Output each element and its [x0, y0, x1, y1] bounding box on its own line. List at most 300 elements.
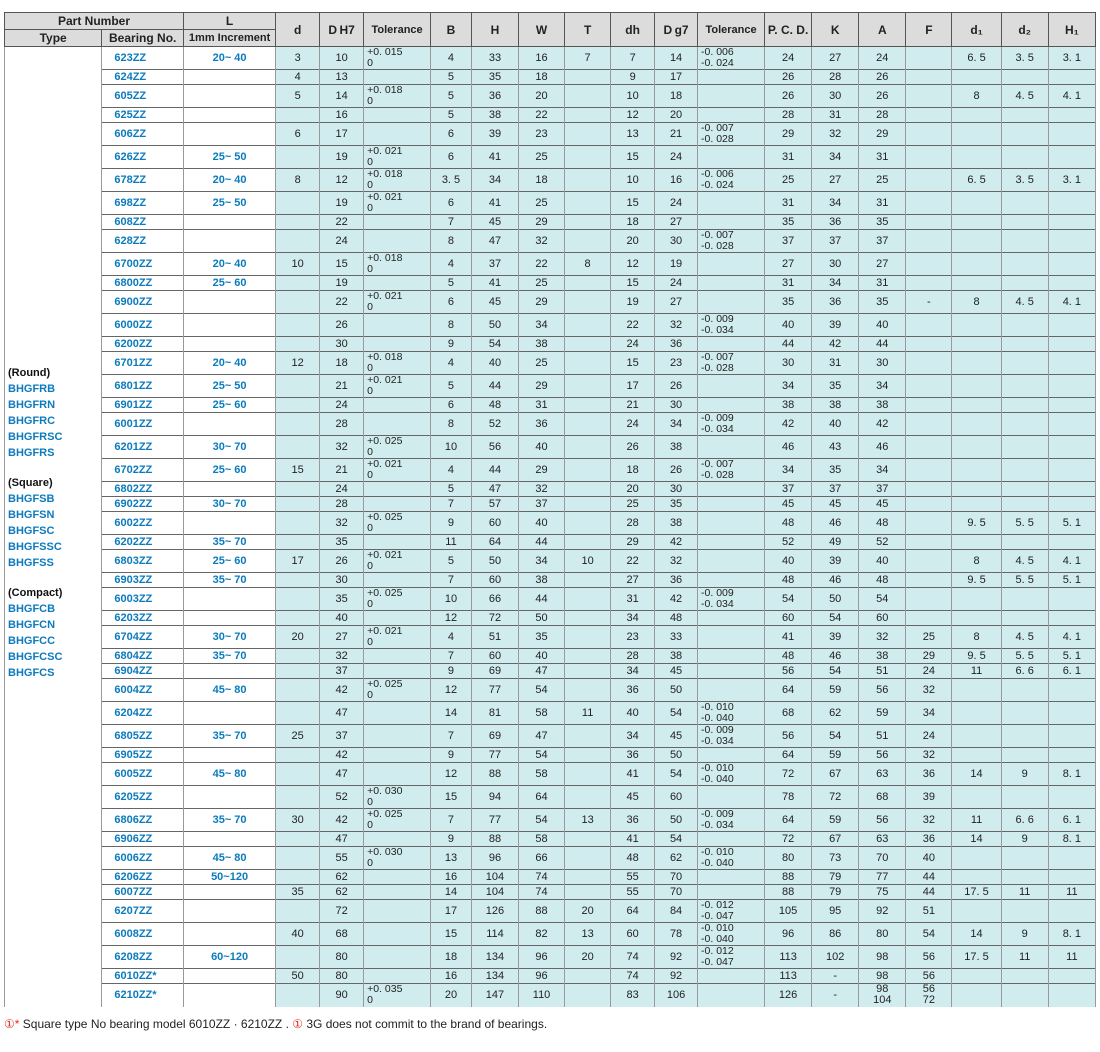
f-cell: 51 [906, 900, 952, 923]
table-row [5, 108, 1096, 123]
f-cell [906, 459, 952, 482]
d2-cell [1001, 786, 1048, 809]
b-cell: 5 [431, 70, 472, 85]
bearing-no-cell[interactable]: 6801ZZ [102, 375, 184, 398]
tolerance-cell [698, 626, 765, 649]
tolerance-cell [698, 482, 765, 497]
cell-line: -0. 010 [701, 922, 734, 934]
dh-cell: 12 [611, 108, 655, 123]
a-header: A [859, 13, 906, 47]
bearing-no-cell[interactable]: 6204ZZ [102, 702, 184, 725]
length-range-cell: 50~120 [184, 870, 276, 885]
tolerance-cell [698, 786, 765, 809]
d-cell: 47 [320, 832, 364, 847]
f-cell: 24 [906, 664, 952, 679]
f-cell [906, 512, 952, 535]
h-cell: 45 [471, 215, 518, 230]
type-code-bhgfss[interactable]: BHGFSS [8, 557, 54, 569]
k-cell: 46 [812, 649, 859, 664]
bearing-no-cell[interactable]: 6906ZZ [102, 832, 184, 847]
b-cell: 6 [431, 192, 472, 215]
d1-cell [952, 497, 1001, 512]
b-cell: 5 [431, 550, 472, 573]
length-range-cell [184, 900, 276, 923]
d1-cell [952, 459, 1001, 482]
tolerance-cell [364, 984, 431, 1007]
bearing-no-cell[interactable]: 6005ZZ [102, 763, 184, 786]
d-cell: 40 [320, 611, 364, 626]
a-cell: 48 [859, 573, 906, 588]
pcd-cell: 45 [765, 497, 812, 512]
d2-cell [1001, 984, 1048, 1007]
length-range-cell [184, 413, 276, 436]
d-cell: 19 [320, 192, 364, 215]
tolerance-cell [364, 70, 431, 85]
d2-cell [1001, 611, 1048, 626]
dg-cell: 45 [655, 664, 698, 679]
d1-cell: 8 [952, 626, 1001, 649]
h1-cell: 4. 1 [1048, 626, 1095, 649]
f-cell: 24 [906, 725, 952, 748]
d-cell: 37 [320, 664, 364, 679]
pcd-cell: 52 [765, 535, 812, 550]
h-cell: 81 [471, 702, 518, 725]
d-cell: 62 [320, 870, 364, 885]
f-cell: 56 [906, 946, 952, 969]
bearing-no-cell[interactable]: 698ZZ [102, 192, 184, 215]
bearing-no-cell[interactable]: 6006ZZ [102, 847, 184, 870]
d-cell: 19 [320, 146, 364, 169]
d1-cell [952, 215, 1001, 230]
d-cell: 16 [320, 108, 364, 123]
pcd-cell: 113 [765, 946, 812, 969]
f-header: F [906, 13, 952, 47]
bearing-no-cell[interactable]: 6702ZZ [102, 459, 184, 482]
d2-cell [1001, 969, 1048, 984]
tolerance-cell [364, 832, 431, 847]
dh-cell: 22 [611, 550, 655, 573]
dg-cell: 32 [655, 314, 698, 337]
pcd-cell: 37 [765, 482, 812, 497]
cell-line: -0. 009 [701, 724, 734, 736]
bearing-no-cell[interactable]: 626ZZ [102, 146, 184, 169]
bearing-no-cell[interactable]: 606ZZ [102, 123, 184, 146]
d-cell: 6 [276, 123, 320, 146]
d1-cell [952, 588, 1001, 611]
w-cell: 36 [519, 413, 565, 436]
table-row [5, 588, 1096, 611]
f-cell [906, 413, 952, 436]
d1-cell [952, 535, 1001, 550]
bearing-no-cell[interactable]: 6001ZZ [102, 413, 184, 436]
cell-line: +0. 025 [367, 808, 403, 820]
bearing-no-cell[interactable]: 6203ZZ [102, 611, 184, 626]
b-cell: 7 [431, 215, 472, 230]
w-cell: 82 [519, 923, 565, 946]
w-cell: 47 [519, 725, 565, 748]
h-cell: 60 [471, 573, 518, 588]
cell-line: 0 [367, 156, 373, 168]
k-cell: 59 [812, 809, 859, 832]
bearing-no-cell[interactable]: 6008ZZ [102, 923, 184, 946]
bearing-no-cell[interactable]: 6806ZZ [102, 809, 184, 832]
type-code-bhgfrc[interactable]: BHGFRC [8, 415, 56, 427]
d-cell [276, 146, 320, 169]
d-cell: 42 [320, 679, 364, 702]
bearing-no-cell[interactable]: 6202ZZ [102, 535, 184, 550]
bearing-no-cell[interactable]: 6002ZZ [102, 512, 184, 535]
type-code-bhgfrb[interactable]: BHGFRB [8, 383, 56, 395]
d2-cell: 5. 5 [1001, 649, 1048, 664]
cell-line: -0. 009 [701, 412, 734, 424]
dg-cell: 20 [655, 108, 698, 123]
dg-cell: 26 [655, 459, 698, 482]
bearing-no-cell[interactable]: 6000ZZ [102, 314, 184, 337]
a-cell: 68 [859, 786, 906, 809]
h1-cell [1048, 702, 1095, 725]
cell-line: 98 [876, 983, 889, 996]
pcd-cell: 40 [765, 314, 812, 337]
a-cell: 40 [859, 550, 906, 573]
h1-cell [1048, 497, 1095, 512]
table-row [5, 679, 1096, 702]
type-code-bhgfcb[interactable]: BHGFCB [8, 603, 56, 615]
bearing-no-cell[interactable]: 6905ZZ [102, 748, 184, 763]
pcd-cell: 78 [765, 786, 812, 809]
d2-cell [1001, 230, 1048, 253]
d-cell: 25 [276, 725, 320, 748]
type-code-bhgfcs[interactable]: BHGFCS [8, 667, 55, 679]
w-cell: 37 [519, 497, 565, 512]
t-cell: 20 [565, 946, 611, 969]
k-cell: 43 [812, 436, 859, 459]
bearing-no-cell[interactable]: 678ZZ [102, 169, 184, 192]
cell-line: -0. 034 [701, 598, 734, 610]
bearing-no-cell[interactable]: 6904ZZ [102, 664, 184, 679]
length-range-cell: 25~ 60 [184, 459, 276, 482]
t-cell [565, 870, 611, 885]
bearing-no-cell[interactable]: 6804ZZ [102, 649, 184, 664]
bearing-no-cell[interactable]: 6805ZZ [102, 725, 184, 748]
tolerance-cell [364, 611, 431, 626]
length-range-cell [184, 108, 276, 123]
pcd-cell: 80 [765, 847, 812, 870]
w-cell: 64 [519, 786, 565, 809]
h-cell: 77 [471, 679, 518, 702]
d2-cell [1001, 375, 1048, 398]
k-cell: 35 [812, 459, 859, 482]
type-code-bhgfcc[interactable]: BHGFCC [8, 635, 56, 647]
bearing-no-cell[interactable]: 6201ZZ [102, 436, 184, 459]
h-cell: 45 [471, 291, 518, 314]
bearing-no-cell[interactable]: 624ZZ [102, 70, 184, 85]
w-cell: 34 [519, 550, 565, 573]
pcd-cell: 37 [765, 230, 812, 253]
cell-line: +0. 030 [367, 846, 403, 858]
bearing-no-cell[interactable]: 605ZZ [102, 85, 184, 108]
bearing-no-cell[interactable]: 6003ZZ [102, 588, 184, 611]
b-cell: 10 [431, 588, 472, 611]
h1-cell: 8. 1 [1048, 763, 1095, 786]
dh-cell: 18 [611, 459, 655, 482]
bearing-no-cell[interactable]: 6704ZZ [102, 626, 184, 649]
d-cell: 8 [276, 169, 320, 192]
bearing-no-cell[interactable]: 6901ZZ [102, 398, 184, 413]
h1-cell [1048, 436, 1095, 459]
k-cell: 49 [812, 535, 859, 550]
d1-cell: 9. 5 [952, 649, 1001, 664]
d1-cell [952, 314, 1001, 337]
d2-cell: 4. 5 [1001, 626, 1048, 649]
dh-cell: 28 [611, 512, 655, 535]
t-cell: 13 [565, 809, 611, 832]
bearing-no-cell[interactable]: 6207ZZ [102, 900, 184, 923]
table-row [5, 702, 1096, 725]
type-code-bhgfssc[interactable]: BHGFSSC [8, 541, 62, 553]
tolerance-cell [364, 763, 431, 786]
cell-line: -0. 007 [701, 122, 734, 134]
cell-line: +0. 021 [367, 145, 403, 157]
d-cell: 62 [320, 885, 364, 900]
length-range-cell [184, 969, 276, 984]
tolerance-cell [364, 146, 431, 169]
type-code-bhgfrsc[interactable]: BHGFRSC [8, 431, 63, 443]
bearing-no-cell[interactable]: 6205ZZ [102, 786, 184, 809]
length-range-cell [184, 923, 276, 946]
a-cell: 27 [859, 253, 906, 276]
bearing-no-cell[interactable]: 6802ZZ [102, 482, 184, 497]
a-cell: 45 [859, 497, 906, 512]
a-cell: 48 [859, 512, 906, 535]
type-code-bhgfcn[interactable]: BHGFCN [8, 619, 56, 631]
h1-cell: 3. 1 [1048, 169, 1095, 192]
dh-cell: 74 [611, 969, 655, 984]
type-code-bhgfsc[interactable]: BHGFSC [8, 525, 55, 537]
bearing-no-cell[interactable]: 6903ZZ [102, 573, 184, 588]
t-cell [565, 352, 611, 375]
b-cell: 16 [431, 969, 472, 984]
k-cell: 34 [812, 146, 859, 169]
h1-cell [1048, 459, 1095, 482]
d2-cell: 5. 5 [1001, 512, 1048, 535]
table-row [5, 482, 1096, 497]
pcd-cell: 26 [765, 85, 812, 108]
b-cell: 8 [431, 230, 472, 253]
t-cell [565, 230, 611, 253]
h-cell: 41 [471, 146, 518, 169]
bearing-no-cell[interactable]: 6800ZZ [102, 276, 184, 291]
bearing-no-cell[interactable]: 6902ZZ [102, 497, 184, 512]
cell-line: -0. 040 [701, 773, 734, 785]
tolerance-cell [698, 679, 765, 702]
b-cell: 10 [431, 436, 472, 459]
tolerance-cell [698, 413, 765, 436]
d-cell: 32 [320, 512, 364, 535]
h1-cell [1048, 679, 1095, 702]
table-row [5, 649, 1096, 664]
dg-cell: 54 [655, 832, 698, 847]
bearing-no-cell[interactable]: 628ZZ [102, 230, 184, 253]
w-cell: 18 [519, 70, 565, 85]
t-cell [565, 375, 611, 398]
t-cell [565, 573, 611, 588]
table-row [5, 375, 1096, 398]
type-group-label: (Round) [8, 367, 51, 379]
tolerance-cell [364, 900, 431, 923]
cell-line: -0. 034 [701, 423, 734, 435]
dg-cell: 70 [655, 885, 698, 900]
t-cell [565, 611, 611, 626]
bearing-no-cell[interactable]: 6701ZZ [102, 352, 184, 375]
w-cell: 44 [519, 588, 565, 611]
b-cell: 7 [431, 809, 472, 832]
a-cell: 46 [859, 436, 906, 459]
d-cell [276, 398, 320, 413]
d1-header: d₁ [952, 13, 1001, 47]
t-cell [565, 649, 611, 664]
bearing-no-cell[interactable]: 6210ZZ* [102, 984, 184, 1007]
d-cell: 30 [320, 337, 364, 352]
b-cell: 5 [431, 375, 472, 398]
t-cell [565, 725, 611, 748]
tolerance-cell [364, 47, 431, 70]
dg-cell: 54 [655, 763, 698, 786]
type-code-bhgfsb[interactable]: BHGFSB [8, 493, 55, 505]
t-cell [565, 885, 611, 900]
tolerance-cell [364, 192, 431, 215]
bearing-no-cell[interactable]: 6208ZZ [102, 946, 184, 969]
d-cell: 26 [320, 550, 364, 573]
type-code-bhgfrn[interactable]: BHGFRN [8, 399, 56, 411]
dh-cell: 15 [611, 352, 655, 375]
f-cell [906, 535, 952, 550]
h1-cell: 11 [1048, 946, 1095, 969]
h1-cell: 4. 1 [1048, 550, 1095, 573]
b-cell: 8 [431, 413, 472, 436]
d2-cell [1001, 748, 1048, 763]
bearing-no-cell[interactable]: 6900ZZ [102, 291, 184, 314]
type-code-bhgfcsc[interactable]: BHGFCSC [8, 651, 63, 663]
d-cell: 90 [320, 984, 364, 1007]
b-cell: 12 [431, 679, 472, 702]
cell-line: -0. 040 [701, 857, 734, 869]
type-code-bhgfsn[interactable]: BHGFSN [8, 509, 55, 521]
length-range-cell: 45~ 80 [184, 847, 276, 870]
length-range-cell: 25~ 50 [184, 146, 276, 169]
tolerance-cell [698, 70, 765, 85]
h1-cell [1048, 870, 1095, 885]
f-cell [906, 314, 952, 337]
f-cell [906, 611, 952, 626]
w-cell: 25 [519, 276, 565, 291]
w-cell: 40 [519, 436, 565, 459]
length-range-cell: 20~ 40 [184, 47, 276, 70]
table-row [5, 664, 1096, 679]
length-range-cell [184, 85, 276, 108]
dg-cell: 35 [655, 497, 698, 512]
d2-cell: 4. 5 [1001, 291, 1048, 314]
length-range-cell [184, 337, 276, 352]
cell-line: -0. 010 [701, 701, 734, 713]
h1-cell [1048, 230, 1095, 253]
k-cell: 36 [812, 291, 859, 314]
d2-header: d₂ [1001, 13, 1048, 47]
w-cell: 20 [519, 85, 565, 108]
d-cell: 12 [320, 169, 364, 192]
type-code-bhgfrs[interactable]: BHGFRS [8, 447, 55, 459]
d-cell [276, 230, 320, 253]
d-cell: 37 [320, 725, 364, 748]
a-cell: 29 [859, 123, 906, 146]
w-cell: 88 [519, 900, 565, 923]
f-cell [906, 352, 952, 375]
dh-cell: 83 [611, 984, 655, 1007]
bearing-no-cell[interactable]: 6004ZZ [102, 679, 184, 702]
bearing-no-cell[interactable]: 6206ZZ [102, 870, 184, 885]
bearing-no-cell[interactable]: 6200ZZ [102, 337, 184, 352]
dg-cell: 92 [655, 969, 698, 984]
h-cell: 44 [471, 459, 518, 482]
bearing-no-cell[interactable]: 6007ZZ [102, 885, 184, 900]
d2-cell [1001, 436, 1048, 459]
h1-cell [1048, 535, 1095, 550]
cell-line: -0. 009 [701, 808, 734, 820]
pcd-cell: 64 [765, 809, 812, 832]
k-cell: 79 [812, 870, 859, 885]
t-cell [565, 969, 611, 984]
pcd-cell: 40 [765, 550, 812, 573]
table-row [5, 337, 1096, 352]
cell-line: 0 [367, 994, 373, 1007]
bearing-no-cell[interactable]: 6803ZZ [102, 550, 184, 573]
a-cell: 31 [859, 192, 906, 215]
bearing-no-cell[interactable]: 6010ZZ* [102, 969, 184, 984]
k-cell: 59 [812, 679, 859, 702]
k-cell: 38 [812, 398, 859, 413]
dg-cell: 38 [655, 649, 698, 664]
tolerance2-header: Tolerance [698, 13, 765, 47]
length-range-cell: 25~ 50 [184, 192, 276, 215]
length-range-cell: 25~ 60 [184, 398, 276, 413]
cell-line: -0. 024 [701, 179, 734, 191]
h1-cell: 11 [1048, 885, 1095, 900]
b-cell: 6 [431, 398, 472, 413]
d-cell: 80 [320, 946, 364, 969]
pcd-cell: 56 [765, 725, 812, 748]
cell-line: +0. 021 [367, 549, 403, 561]
b-cell: 3. 5 [431, 169, 472, 192]
dg-cell: 32 [655, 550, 698, 573]
pcd-cell: 29 [765, 123, 812, 146]
h-cell: 47 [471, 230, 518, 253]
pcd-cell: 105 [765, 900, 812, 923]
bearing-no-cell[interactable]: 6700ZZ [102, 253, 184, 276]
pcd-cell: 60 [765, 611, 812, 626]
tolerance-cell [698, 314, 765, 337]
w-cell: 58 [519, 832, 565, 847]
h1-cell: 3. 1 [1048, 47, 1095, 70]
d-cell: 21 [320, 459, 364, 482]
cell-line: -0. 009 [701, 313, 734, 325]
d2-cell: 9 [1001, 763, 1048, 786]
bearing-no-cell[interactable]: 623ZZ [102, 47, 184, 70]
bearing-no-cell[interactable]: 625ZZ [102, 108, 184, 123]
bearing-no-cell[interactable]: 608ZZ [102, 215, 184, 230]
d1-cell: 11 [952, 664, 1001, 679]
cell-line: 0 [367, 796, 373, 808]
dg-cell: 24 [655, 276, 698, 291]
f-cell [906, 375, 952, 398]
